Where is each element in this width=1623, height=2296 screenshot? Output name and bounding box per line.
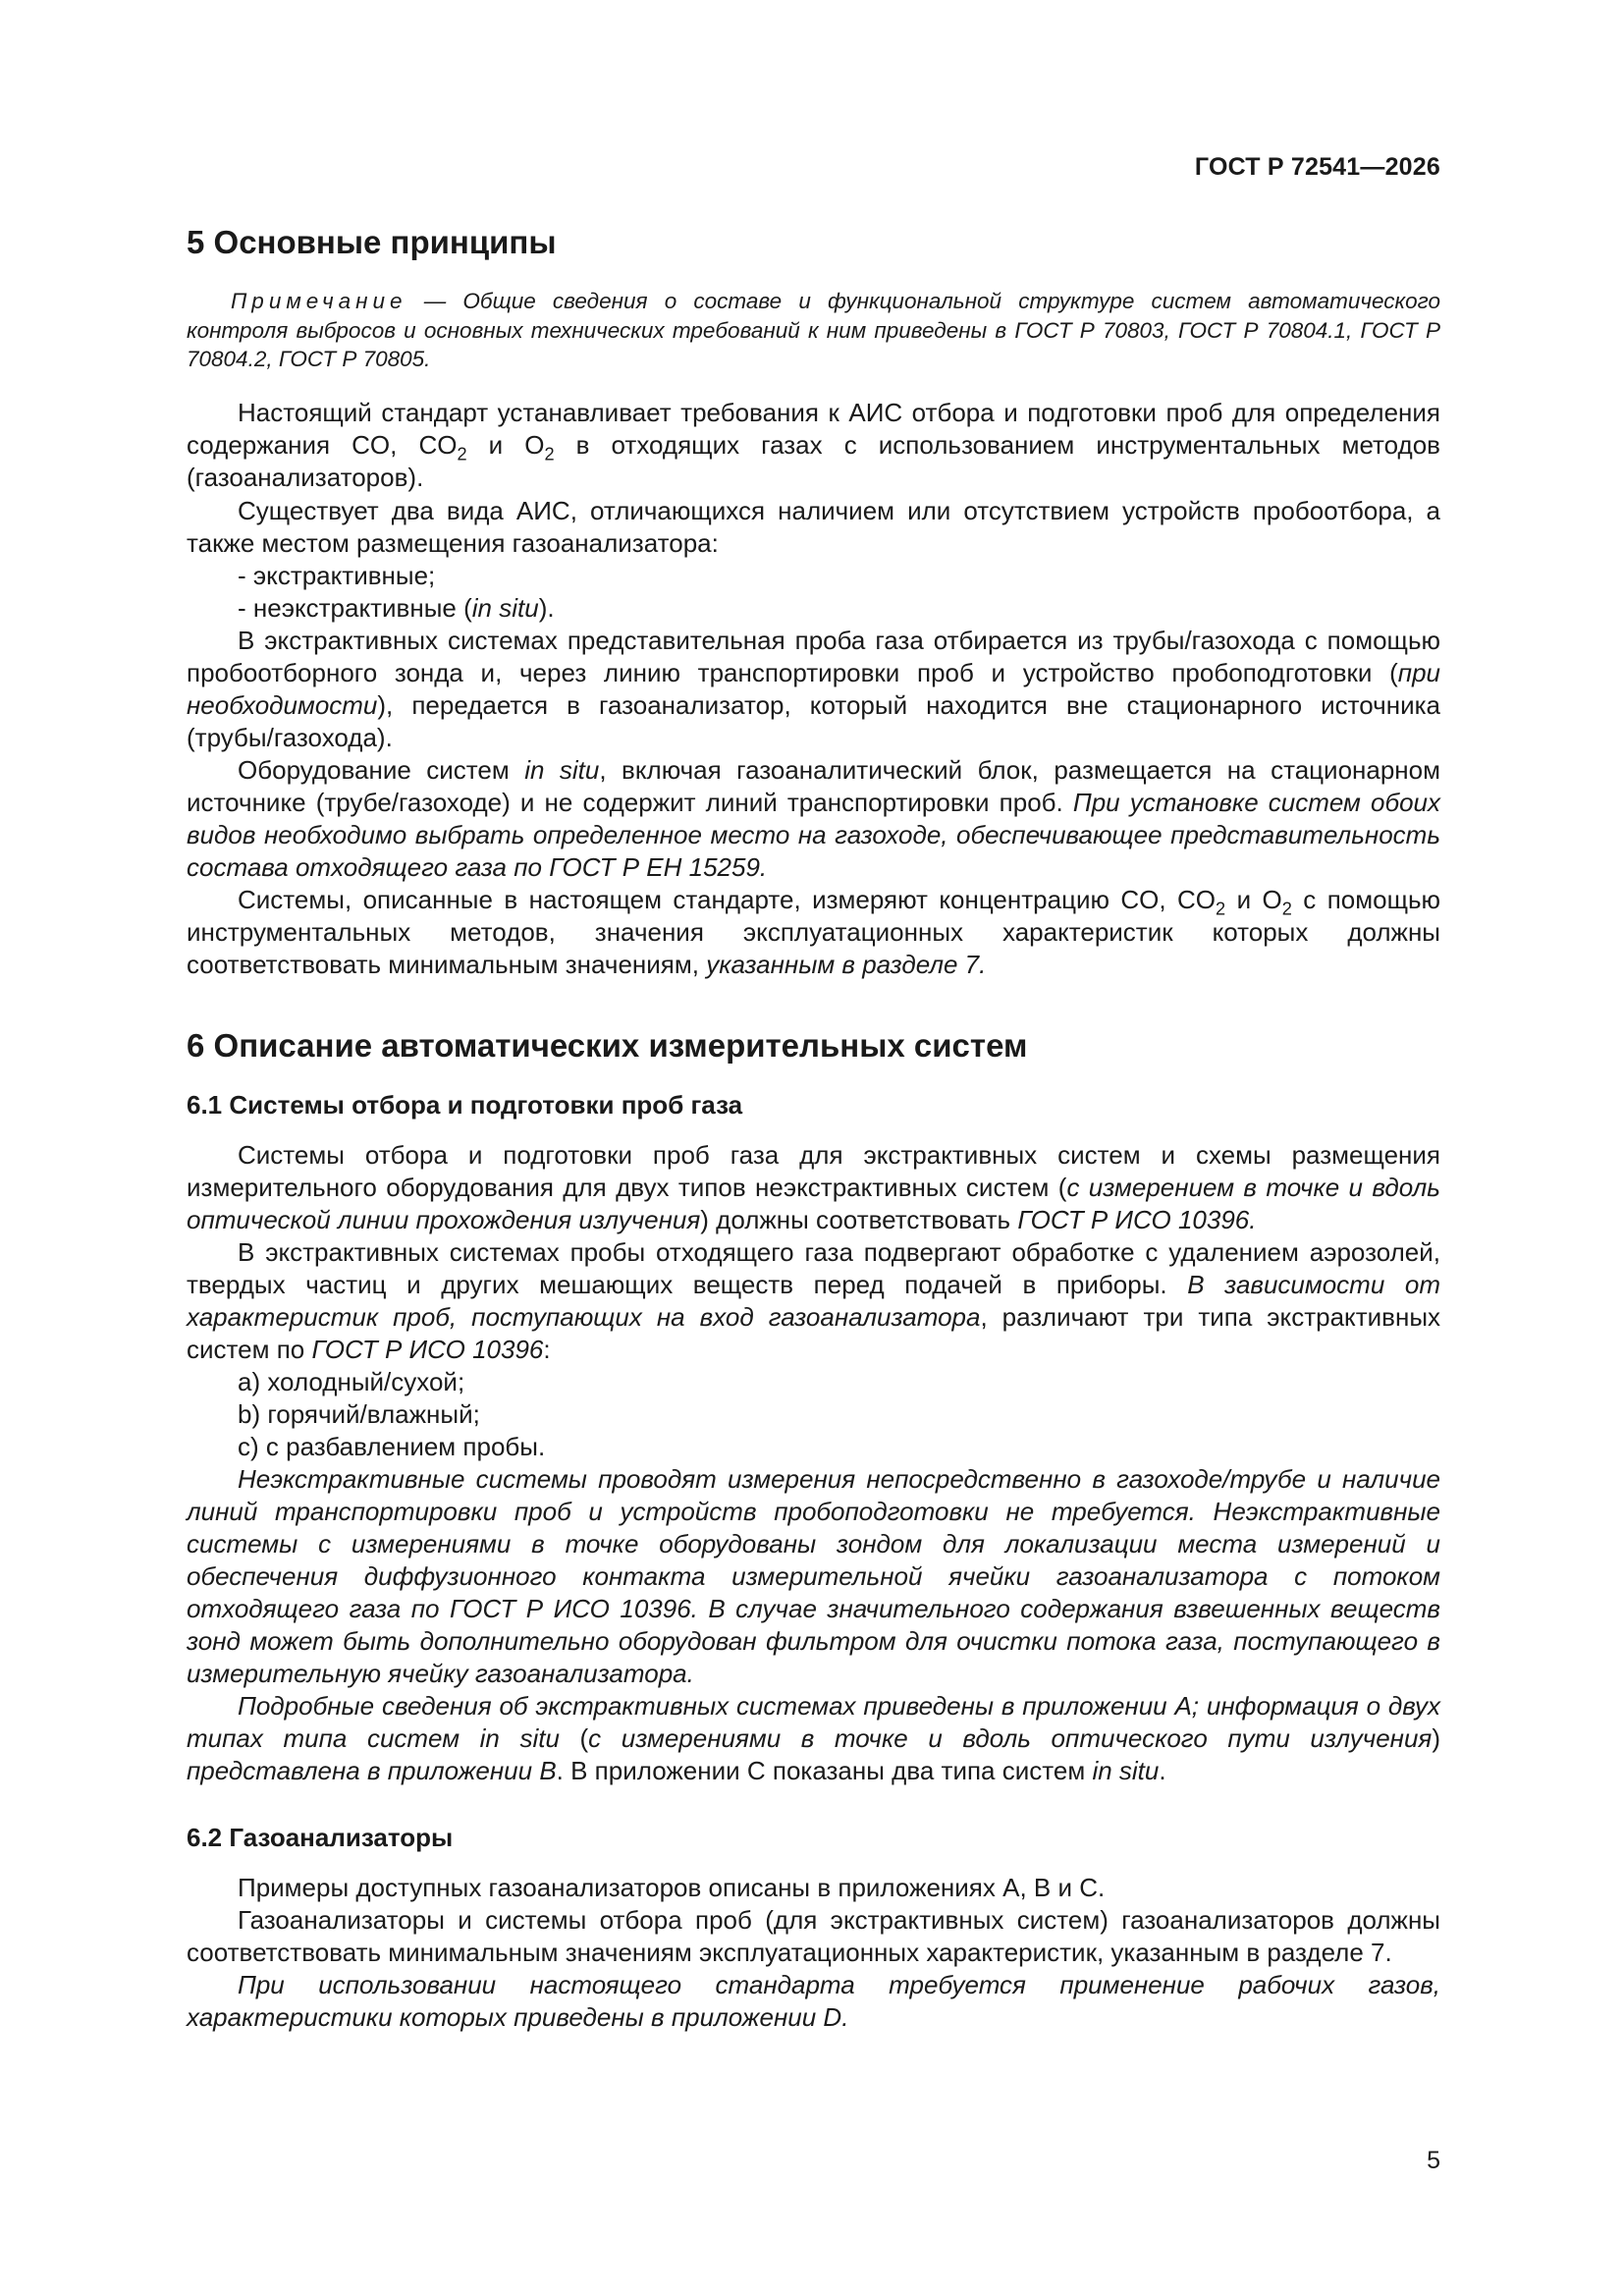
italic-run: с измерением в точке и вдоль оптической линии прохождения излучения <box>187 1173 1440 1234</box>
sec5-paragraph-3 <box>187 625 1440 754</box>
text-run: Оборудование систем <box>238 755 525 785</box>
italic-run: in situ <box>524 755 600 785</box>
italic-run: При установке систем обоих видов необходимо выбрать определенное место на газоходе, обеспечивающее представительность состава отходящего газа по ГОСТ Р ЕН 15259. <box>187 788 1440 882</box>
italic-run: при необходимости <box>187 658 1440 720</box>
text-run: : <box>543 1335 551 1364</box>
sec6-paragraph-1 <box>187 1139 1440 1236</box>
sec5-paragraph-1 <box>187 397 1440 494</box>
text-run: , включая газоаналитический блок, размещается на стационарном источнике (трубе/газоходе) и не содержит линий транспортировки проб. <box>187 755 1440 817</box>
sec6-paragraph-2 <box>187 1236 1440 1366</box>
subscript: 2 <box>544 444 555 465</box>
text-run: ). <box>538 593 555 623</box>
sec5-list-item-1: - экстрактивные; <box>238 561 436 590</box>
text-run: ) должны соответствовать <box>700 1205 1018 1234</box>
text-run: Настоящий стандарт устанавливает требования к АИС отбора и подготовки проб для определения содержания CO, CO <box>187 398 1440 460</box>
sec6-paragraph-5: Примеры доступных газоанализаторов описаны в приложениях А, В и С. <box>238 1873 1106 1902</box>
text-run: В экстрактивных системах пробы отходящего газа подвергают обработке с удалением аэрозолей, твердых частиц и других мешающих веществ перед подачей в приборы. <box>187 1237 1440 1299</box>
note-paragraph <box>187 287 1440 374</box>
text-run: с помощью инструментальных методов, значения эксплуатационных характеристик которых должны соответствовать минимальным значениям, <box>187 885 1441 979</box>
italic-run: В зависимости от характеристик проб, поступающих на вход газоанализатора <box>187 1270 1440 1332</box>
sec6-paragraph-3 <box>187 1463 1440 1690</box>
page-number: 5 <box>1427 2147 1440 2174</box>
italic-run: in situ <box>471 593 539 623</box>
section-5-title: 5 Основные принципы <box>187 224 557 260</box>
text-run: В экстрактивных системах представительная проба газа отбирается из трубы/газохода с помощью пробоотборного зонда и, через линию транспортировки проб и устройство пробоподготовки ( <box>187 626 1440 687</box>
text-run: Системы отбора и подготовки проб газа для экстрактивных систем и схемы размещения измерительного оборудования для двух типов неэкстрактивных систем ( <box>187 1140 1440 1202</box>
text-run: ) <box>1432 1723 1440 1753</box>
italic-run: Неэкстрактивные системы проводят измерения непосредственно в газоходе/трубе и наличие линий транспортировки проб и устройств пробоподготовки не требуется. Неэкстрактивные системы с измерениями в точке оборудованы зондом для локализации места измерений и обеспечения диффузионного контакта измерительной ячейки газоанализатора с потоком отходящего газа по ГОСТ Р ИСО 10396. В случае значительного содержания взвешенных веществ зонд может быть дополнительно оборудован фильтром для очистки потока газа, поступающего в измерительную ячейку газоанализатора. <box>187 1464 1440 1688</box>
text-run: и O <box>466 430 545 460</box>
text-run: . В приложении С показаны два типа систем <box>556 1756 1093 1785</box>
subscript: 2 <box>457 444 467 465</box>
sec6-list-item-a: а) холодный/сухой; <box>238 1367 465 1396</box>
sec6-paragraph-6: Газоанализаторы и системы отбора проб (для экстрактивных систем) газоанализаторов должны соответствовать минимальным значениям эксплуатационных характеристик, указанным в разделе 7. <box>187 1905 1440 1967</box>
text-run: ( <box>559 1723 589 1753</box>
italic-run: ГОСТ Р ИСО 10396. <box>1017 1205 1257 1234</box>
sec6-paragraph-7 <box>187 1969 1440 2034</box>
text-run: . <box>1159 1756 1166 1785</box>
italic-run: При использовании настоящего стандарта требуется применение рабочих газов, характеристики которых приведены в приложении D. <box>187 1970 1440 2032</box>
italic-run: in situ <box>1092 1756 1160 1785</box>
section-6-title: 6 Описание автоматических измерительных систем <box>187 1027 1028 1064</box>
text-run: ), передается в газоанализатор, который находится вне стационарного источника (трубы/газохода). <box>187 690 1440 752</box>
sec5-paragraph-5 <box>187 884 1440 981</box>
subscript: 2 <box>1281 899 1292 919</box>
text-run: в отходящих газах с использованием инструментальных методов (газоанализаторов). <box>187 430 1440 492</box>
italic-run: с измерениями в точке и вдоль оптического пути излучения <box>588 1723 1433 1753</box>
sec6-list-item-c: с) с разбавлением пробы. <box>238 1432 546 1461</box>
text-run: Системы, описанные в настоящем стандарте, измеряют концентрацию CO, CO <box>238 885 1217 914</box>
italic-run: Подробные сведения об экстрактивных системах приведены в приложении А; информация о двух типах типа систем in situ <box>187 1691 1440 1753</box>
sec5-paragraph-4 <box>187 754 1440 884</box>
italic-run: представлена в приложении В <box>187 1756 557 1785</box>
text-run: и O <box>1225 885 1282 914</box>
sec6-list-item-b: b) горячий/влажный; <box>238 1399 480 1429</box>
subsection-6-1-title: 6.1 Системы отбора и подготовки проб газа <box>187 1090 743 1120</box>
text-run: - неэкстрактивные ( <box>238 593 472 623</box>
subscript: 2 <box>1216 899 1226 919</box>
note-text: — Общие сведения о составе и функциональной структуре систем автоматического контроля выбросов и основных технических требований к ним приведены в ГОСТ Р 70803, ГОСТ Р 70804.1, ГОСТ Р 70804.2, ГОСТ Р 70805. <box>187 289 1440 371</box>
document-code: ГОСТ Р 72541—2026 <box>1194 153 1440 181</box>
subsection-6-2-title: 6.2 Газоанализаторы <box>187 1823 454 1852</box>
text-run: , различают три типа экстрактивных систем по <box>187 1302 1441 1364</box>
sec5-list-item-2 <box>187 592 1440 625</box>
sec6-paragraph-4 <box>187 1690 1440 1787</box>
italic-run: ГОСТ Р ИСО 10396 <box>311 1335 544 1364</box>
italic-run: указанным в разделе 7. <box>706 950 987 979</box>
sec5-paragraph-2: Существует два вида АИС, отличающихся наличием или отсутствием устройств пробоотбора, а также местом размещения газоанализатора: <box>187 496 1440 558</box>
note-label: Примечание <box>231 289 407 313</box>
